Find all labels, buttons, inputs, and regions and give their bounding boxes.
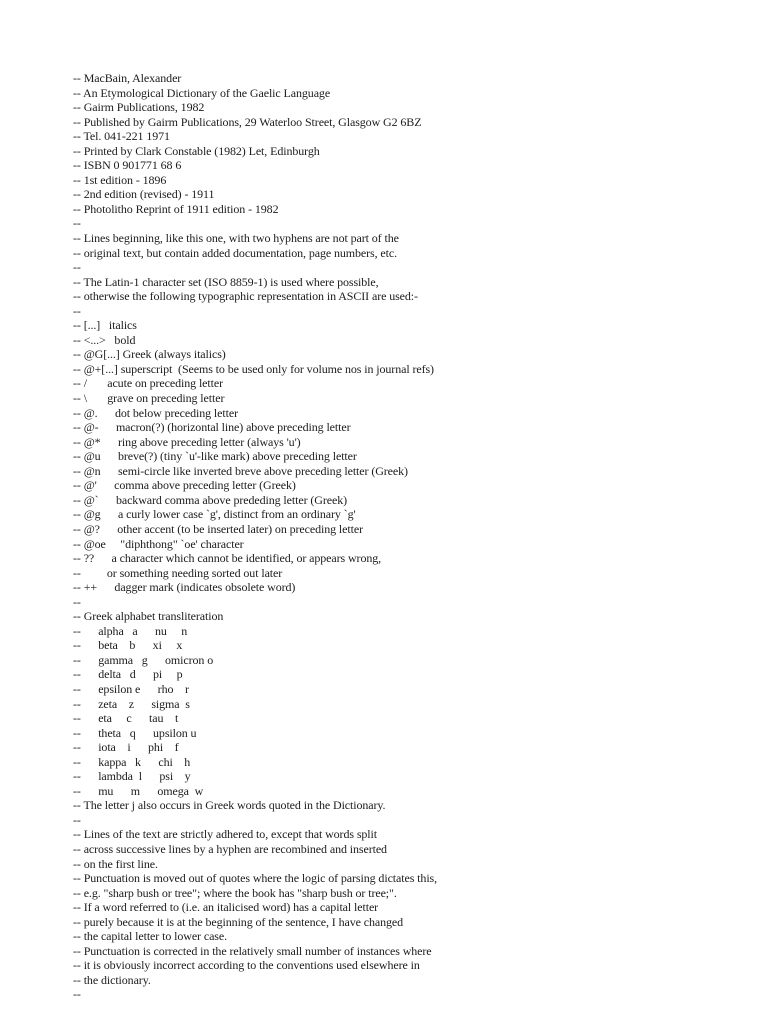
text-line: -- Photolitho Reprint of 1911 edition - 1982	[73, 201, 279, 216]
text-line: -- @- macron(?) (horizontal line) above preceding letter	[73, 420, 351, 435]
text-line: -- ?? a character which cannot be identified, or appears wrong,	[73, 551, 382, 566]
text-line: -- or something needing sorted out later	[73, 565, 283, 580]
text-line: -- ++ dagger mark (indicates obsolete word)	[73, 580, 296, 595]
text-line: -- Lines beginning, like this one, with two hyphens are not part of the	[73, 231, 399, 246]
text-line: -- [...] italics	[73, 318, 137, 333]
text-line: --	[73, 812, 81, 827]
text-line: -- beta b xi x	[73, 638, 183, 653]
text-line: --	[73, 594, 81, 609]
text-line: -- epsilon e rho r	[73, 681, 189, 696]
text-line: -- alpha a nu n	[73, 623, 188, 638]
text-line: -- mu m omega w	[73, 783, 204, 798]
text-line: -- across successive lines by a hyphen are recombined and inserted	[73, 841, 387, 856]
text-line: -- 1st edition - 1896	[73, 172, 167, 187]
text-line: -- @+[...] superscript (Seems to be used only for volume nos in journal refs)	[73, 361, 434, 376]
text-line: -- @? other accent (to be inserted later) on preceding letter	[73, 521, 363, 536]
text-line: -- @g a curly lower case `g', distinct from an ordinary `g'	[73, 507, 356, 522]
text-line: -- purely because it is at the beginning of the sentence, I have changed	[73, 914, 404, 929]
text-line: -- MacBain, Alexander	[73, 71, 182, 85]
text-line: -- e.g. "sharp bush or tree"; where the book has "sharp bush or tree;".	[73, 885, 397, 900]
text-line: -- An Etymological Dictionary of the Gaelic Language	[73, 85, 331, 100]
text-line: -- @n semi-circle like inverted breve above preceding letter (Greek)	[73, 463, 408, 478]
text-line: -- it is obviously incorrect according to the conventions used elsewhere in	[73, 958, 420, 973]
text-line: -- ISBN 0 901771 68 6	[73, 158, 182, 173]
text-line: -- the dictionary.	[73, 972, 151, 987]
text-line: -- @G[...] Greek (always italics)	[73, 347, 226, 362]
text-line: -- delta d pi p	[73, 667, 183, 682]
text-line: -- Gairm Publications, 1982	[73, 100, 205, 115]
text-line: -- eta c tau t	[73, 711, 179, 726]
text-line: --	[73, 987, 81, 1002]
text-line: -- kappa k chi h	[73, 754, 191, 769]
text-line: -- @oe "diphthong" `oe' character	[73, 536, 244, 551]
text-line: -- lambda l psi y	[73, 769, 191, 784]
text-line: -- Punctuation is corrected in the relatively small number of instances where	[73, 943, 432, 958]
text-line: -- If a word referred to (i.e. an italicised word) has a capital letter	[73, 900, 379, 915]
text-line: -- on the first line.	[73, 856, 158, 871]
text-line: --	[73, 303, 81, 318]
text-line: -- \ grave on preceding letter	[73, 391, 225, 406]
document-text	[73, 71, 437, 1002]
text-line: -- otherwise the following typographic representation in ASCII are used:-	[73, 289, 418, 304]
text-line: -- Tel. 041-221 1971	[73, 129, 170, 144]
text-line: -- iota i phi f	[73, 740, 179, 755]
text-line: -- <...> bold	[73, 332, 136, 347]
text-line: -- The letter j also occurs in Greek words quoted in the Dictionary.	[73, 798, 386, 813]
text-line: -- / acute on preceding letter	[73, 376, 223, 391]
text-line: -- 2nd edition (revised) - 1911	[73, 187, 215, 202]
text-line: -- original text, but contain added documentation, page numbers, etc.	[73, 245, 397, 260]
text-line: --	[73, 260, 81, 275]
text-line: -- gamma g omicron o	[73, 652, 214, 667]
text-line: -- theta q upsilon u	[73, 725, 197, 740]
text-line: -- @u breve(?) (tiny `u'-like mark) above preceding letter	[73, 449, 357, 464]
text-line: -- the capital letter to lower case.	[73, 929, 227, 944]
text-line: -- @` backward comma above prededing letter (Greek)	[73, 492, 347, 507]
text-line: -- @' comma above preceding letter (Greek)	[73, 478, 296, 493]
text-line: --	[73, 216, 81, 231]
text-line: -- Lines of the text are strictly adhered to, except that words split	[73, 827, 377, 842]
text-line: -- Punctuation is moved out of quotes where the logic of parsing dictates this,	[73, 871, 438, 886]
text-line: -- Printed by Clark Constable (1982) Let, Edinburgh	[73, 143, 320, 158]
text-line: -- Published by Gairm Publications, 29 Waterloo Street, Glasgow G2 6BZ	[73, 114, 422, 129]
text-line: -- @* ring above preceding letter (always 'u')	[73, 434, 301, 449]
text-line: -- Greek alphabet transliteration	[73, 609, 224, 624]
text-line: -- The Latin-1 character set (ISO 8859-1) is used where possible,	[73, 274, 379, 289]
text-line: -- zeta z sigma s	[73, 696, 190, 711]
text-line: -- @. dot below preceding letter	[73, 405, 238, 420]
